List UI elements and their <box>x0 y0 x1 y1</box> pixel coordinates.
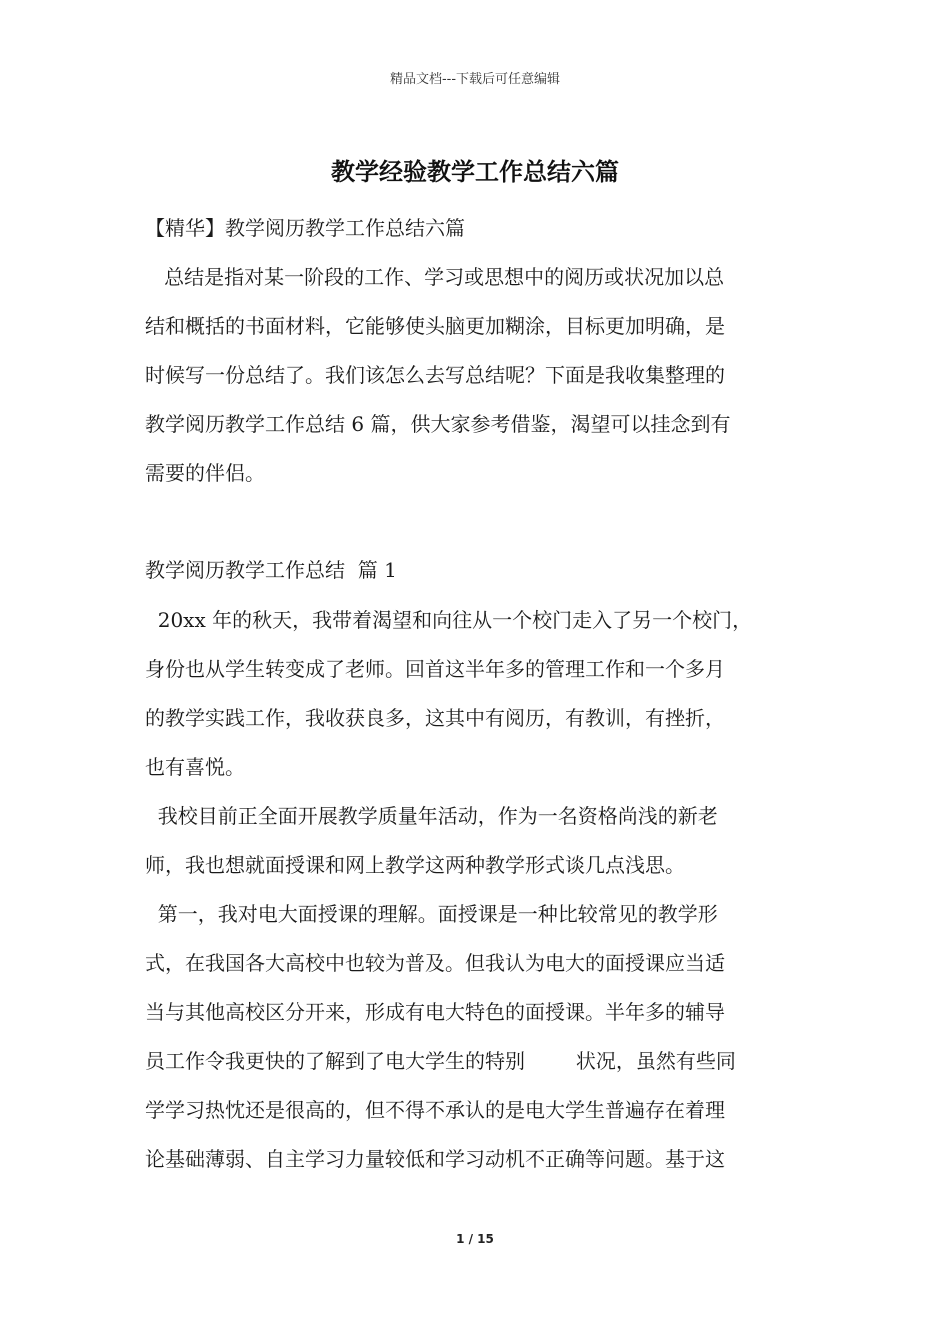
paragraph-line: 学学习热忱还是很高的，但不得不承认的是电大学生普遍存在着理 <box>145 1098 725 1122</box>
paragraph-line: 论基础薄弱、自主学习力量较低和学习动机不正确等问题。基于这 <box>145 1147 725 1171</box>
paragraph-line: 员工作令我更快的了解到了电大学生的特别 状况，虽然有些同 <box>145 1049 736 1073</box>
paragraph-line: 第一，我对电大面授课的理解。面授课是一种比较常见的教学形 <box>145 902 718 926</box>
paragraph-line: 的教学实践工作，我收获良多，这其中有阅历，有教训，有挫折， <box>145 706 725 730</box>
paragraph-line: 师，我也想就面授课和网上教学这两种教学形式谈几点浅思。 <box>145 853 685 877</box>
paragraph-line: 需要的伴侣。 <box>145 461 265 485</box>
document-title: 教学经验教学工作总结六篇 <box>331 158 619 186</box>
paragraph-line: 身份也从学生转变成了老师。回首这半年多的管理工作和一个多月 <box>145 657 725 681</box>
page-number: 1 / 15 <box>456 1232 494 1246</box>
paragraph-line: 教学阅历教学工作总结 6 篇，供大家参考借鉴，渴望可以挂念到有 <box>145 412 731 436</box>
paragraph-line: 20xx 年的秋天，我带着渴望和向往从一个校门走入了另一个校门， <box>145 608 753 632</box>
document-body <box>145 204 810 1184</box>
section-heading: 教学阅历教学工作总结 篇 1 <box>145 558 397 582</box>
section-body <box>145 596 810 1184</box>
paragraph-line: 当与其他高校区分开来，形成有电大特色的面授课。半年多的辅导 <box>145 1000 725 1024</box>
paragraph-line: 结和概括的书面材料，它能够使头脑更加糊涂，目标更加明确，是 <box>145 314 725 338</box>
section-spacer <box>145 498 810 544</box>
paragraph-line: 式，在我国各大高校中也较为普及。但我认为电大的面授课应当适 <box>145 951 725 975</box>
paragraph-line: 总结是指对某一阶段的工作、学习或思想中的阅历或状况加以总 <box>145 265 725 289</box>
intro-paragraph <box>145 253 810 498</box>
paragraph-line: 也有喜悦。 <box>145 755 245 779</box>
header-note: 精品文档---下载后可任意编辑 <box>389 72 561 87</box>
paragraph-line: 时候写一份总结了。我们该怎么去写总结呢？下面是我收集整理的 <box>145 363 725 387</box>
subtitle: 【精华】教学阅历教学工作总结六篇 <box>145 216 465 240</box>
paragraph-line: 我校目前正全面开展教学质量年活动，作为一名资格尚浅的新老 <box>145 804 718 828</box>
